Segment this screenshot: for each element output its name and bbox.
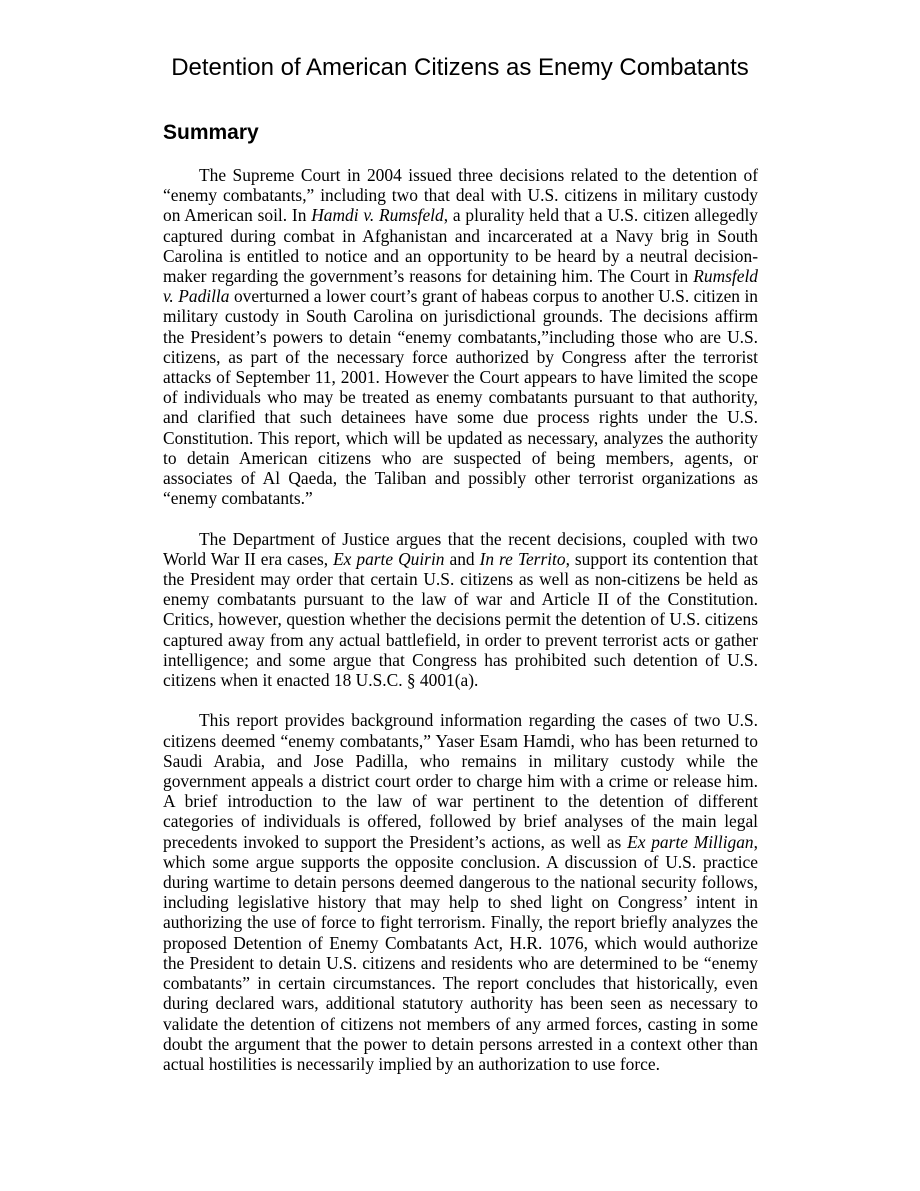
paragraph-text: The Supreme Court in 2004 issued three decisions related to the detention of “enemy combatants,” including two that deal with U.S. citizens in military custody on American soil. In [163, 165, 758, 226]
summary-paragraph-2 [163, 529, 758, 691]
summary-paragraph-3 [163, 710, 758, 1074]
paragraph-text: , support its contention that the President may order that certain U.S. citizens as well as non-citizens be held as enemy combatants pursuant to the law of war and Article II of the Constitution. Critics, however, question whether the decisions permit the detention of U.S. citizens captured away from any actual battlefield, in order to prevent terrorist acts or gather intelligence; and some argue that Congress has prohibited such detention of U.S. citizens when it enacted 18 U.S.C. § 4001(a). [163, 548, 758, 691]
document-title: Detention of American Citizens as Enemy Combatants [171, 54, 749, 81]
case-name-in-re-territo: In re Territo [479, 548, 566, 569]
case-name-ex-parte-milligan: Ex parte Milligan [627, 831, 754, 852]
paragraph-text: , a plurality held that a U.S. citizen allegedly captured during combat in Afghanistan and incarcerated at a Navy brig in South Carolina is entitled to notice and an opportunity to be heard by a neutral decision-maker regarding the government’s reasons for detaining him. The Court in [163, 205, 758, 287]
case-name-ex-parte-quirin: Ex parte Quirin [333, 548, 445, 569]
paragraph-text: and [444, 548, 480, 569]
summary-body [163, 165, 758, 1074]
paragraph-text: overturned a lower court’s grant of habeas corpus to another U.S. citizen in military custody in South Carolina on jurisdictional grounds. The decisions affirm the President’s powers to detain “enemy combatants,”including those who are U.S. citizens, as part of the necessary force authorized by Congress after the terrorist attacks of September 11, 2001. However the Court appears to have limited the scope of individuals who may be treated as enemy combatants pursuant to that authority, and clarified that such detainees have some due process rights under the U.S. Constitution. This report, which will be updated as necessary, analyzes the authority to detain American citizens who are suspected of being members, agents, or associates of Al Qaeda, the Taliban and possibly other terrorist organizations as “enemy combatants.” [163, 286, 759, 509]
paragraph-text: The Department of Justice argues that the recent decisions, coupled with two World War II era cases, [163, 528, 758, 569]
paragraph-text: , which some argue supports the opposite conclusion. A discussion of U.S. practice during wartime to detain persons deemed dangerous to the national security follows, including legislative history that may help to shed light on Congress’ intent in authorizing the use of force to fight terrorism. Finally, the report briefly analyzes the proposed Detention of Enemy Combatants Act, H.R. 1076, which would authorize the President to detain U.S. citizens and residents who are determined to be “enemy combatants” in certain circumstances. The report concludes that historically, even during declared wars, additional statutory authority has been seen as necessary to validate the detention of citizens not members of any armed forces, casting in some doubt the argument that the power to detain persons arrested in a context other than actual hostilities is necessarily implied by an authorization to use force. [163, 831, 758, 1074]
section-heading-summary: Summary [163, 121, 259, 144]
case-name-rumsfeld-v-padilla: Rumsfeld v. Padilla [163, 266, 758, 307]
paragraph-text: This report provides background information regarding the cases of two U.S. citizens deemed “enemy combatants,” Yaser Esam Hamdi, who has been returned to Saudi Arabia, and Jose Padilla, who remains in military custody while the government appeals a district court order to charge him with a crime or release him. A brief introduction to the law of war pertinent to the detention of different categories of individuals is offered, followed by brief analyses of the main legal precedents invoked to support the President’s actions, as well as [163, 710, 758, 852]
case-name-hamdi-v-rumsfeld: Hamdi v. Rumsfeld [311, 205, 444, 226]
summary-paragraph-1 [163, 165, 758, 508]
